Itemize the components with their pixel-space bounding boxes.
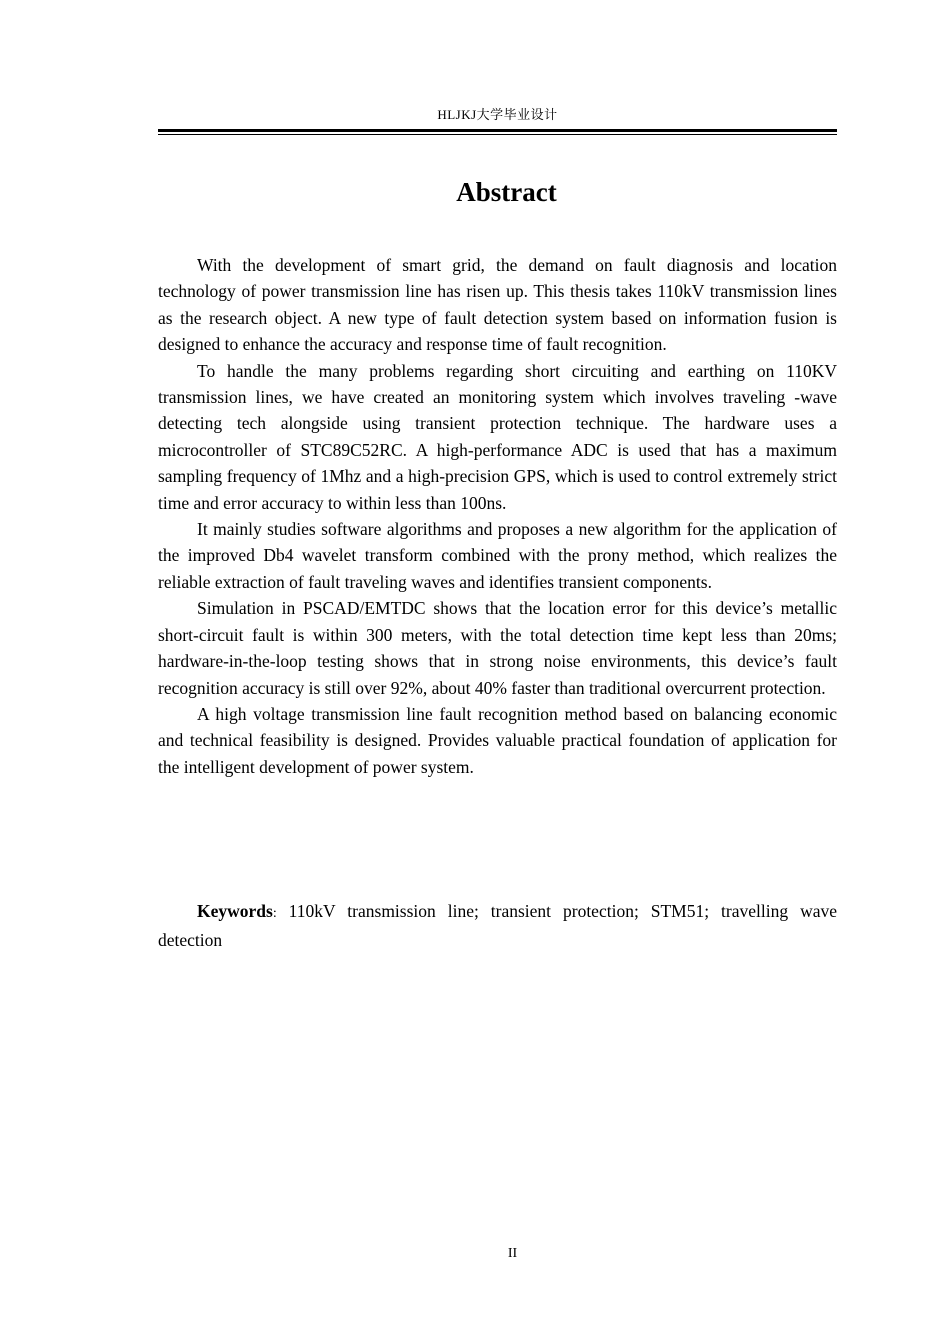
abstract-body <box>158 252 837 780</box>
running-header: HLJKJ大学毕业设计 <box>437 107 558 122</box>
abstract-paragraph-4: Simulation in PSCAD/EMTDC shows that the location error for this device’s metallic short-circuit fault is within 300 meters, with the total detection time kept less than 20ms; hardware-in-the-loop testing shows that in strong noise environments, this device’s fault recognition accuracy is still over 92%, about 40% faster than traditional overcurrent protection. <box>158 598 837 698</box>
keywords-label: Keywords <box>197 901 273 921</box>
page-title: Abstract <box>456 177 557 207</box>
keywords-line <box>158 898 837 954</box>
page-number: II <box>507 1246 518 1261</box>
abstract-paragraph-2: To handle the many problems regarding short circuiting and earthing on 110KV transmission lines, we have created an monitoring system which involves traveling -wave detecting tech alongside using transient protection technique. The hardware uses a microcontroller of STC89C52RC. A high-performance ADC is used that has a maximum sampling frequency of 1Mhz and a high-precision GPS, which is used to control extremely strict time and error accuracy to within less than 100ns. <box>158 360 837 513</box>
keywords-text: 110kV transmission line; transient protection; STM51; travelling wave detection <box>158 901 837 951</box>
abstract-paragraph-1: With the development of smart grid, the demand on fault diagnosis and location technology of power transmission line has risen up. This thesis takes 110kV transmission lines as the research object. A new type of fault detection system based on information fusion is designed to enhance the accuracy and response time of fault recognition. <box>158 255 837 355</box>
header-rule-thin <box>158 134 837 135</box>
abstract-paragraph-3: It mainly studies software algorithms and proposes a new algorithm for the application of the improved Db4 wavelet transform combined with the prony method, which realizes the reliable extraction of fault traveling waves and identifies transient components. <box>158 519 837 592</box>
keywords-separator: : <box>272 906 277 921</box>
header-rule <box>158 129 837 135</box>
abstract-paragraph-5: A high voltage transmission line fault recognition method based on balancing economic and technical feasibility is designed. Provides valuable practical foundation of application for the intelligent development of power system. <box>158 703 837 777</box>
